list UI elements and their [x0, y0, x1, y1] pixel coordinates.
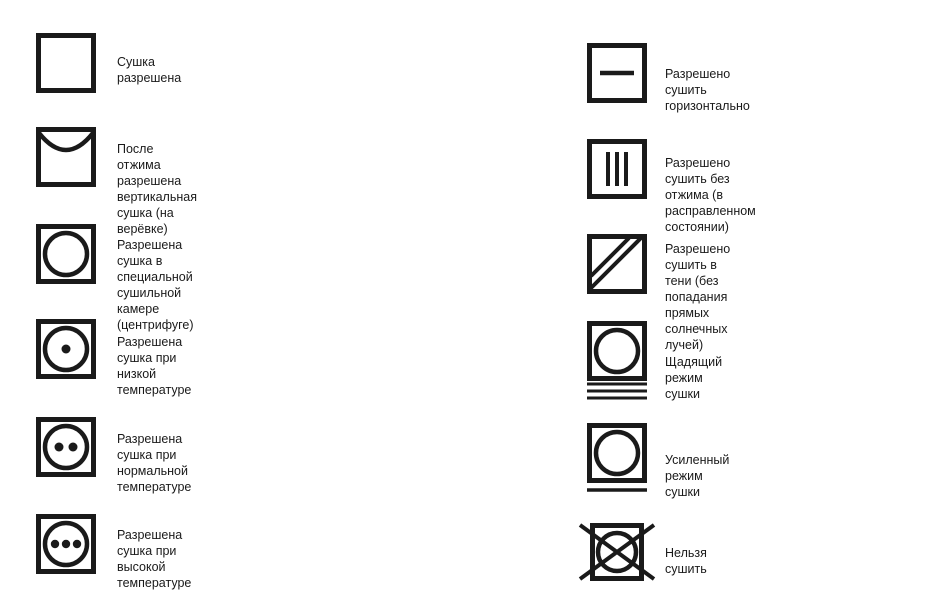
symbol-label: Разрешена сушка при высокой температуре: [117, 528, 192, 590]
tumble-dry-low-icon: [36, 319, 96, 379]
do-not-dry-icon: [578, 519, 656, 585]
dry-flat-icon: [587, 43, 647, 103]
symbol-label: Разрешено сушить без отжима (в расправленном состоянии): [665, 156, 756, 234]
gentle-dry-icon: [587, 321, 647, 401]
tumble-dry-normal-icon: [36, 417, 96, 477]
symbol-label: Сушка разрешена: [117, 55, 182, 85]
intensive-dry-icon: [587, 423, 647, 495]
drip-dry-icon: [587, 139, 647, 199]
symbol-label: Разрешена сушка в специальной сушильной камере (центрифуге): [117, 238, 194, 332]
symbol-label: Щадящий режим сушки: [665, 355, 723, 401]
dry-in-shade-icon: [587, 234, 647, 294]
symbol-label: Усиленный режим сушки: [665, 453, 730, 499]
symbol-label: Разрешено сушить в тени (без попадания прямых солнечных лучей): [665, 242, 731, 352]
symbol-label: Разрешено сушить горизонтально: [665, 67, 750, 113]
line-dry-icon: [36, 127, 96, 187]
symbol-label: Нельзя сушить: [665, 546, 707, 576]
symbol-label: Разрешена сушка при нормальной температуре: [117, 432, 192, 494]
symbol-label: После отжима разрешена вертикальная сушка (на верёвке): [117, 142, 197, 236]
tumble-dry-high-icon: [36, 514, 96, 574]
symbol-label: Разрешена сушка при низкой температуре: [117, 335, 192, 397]
square-icon: [36, 33, 96, 93]
tumble-dry-icon: [36, 224, 96, 284]
